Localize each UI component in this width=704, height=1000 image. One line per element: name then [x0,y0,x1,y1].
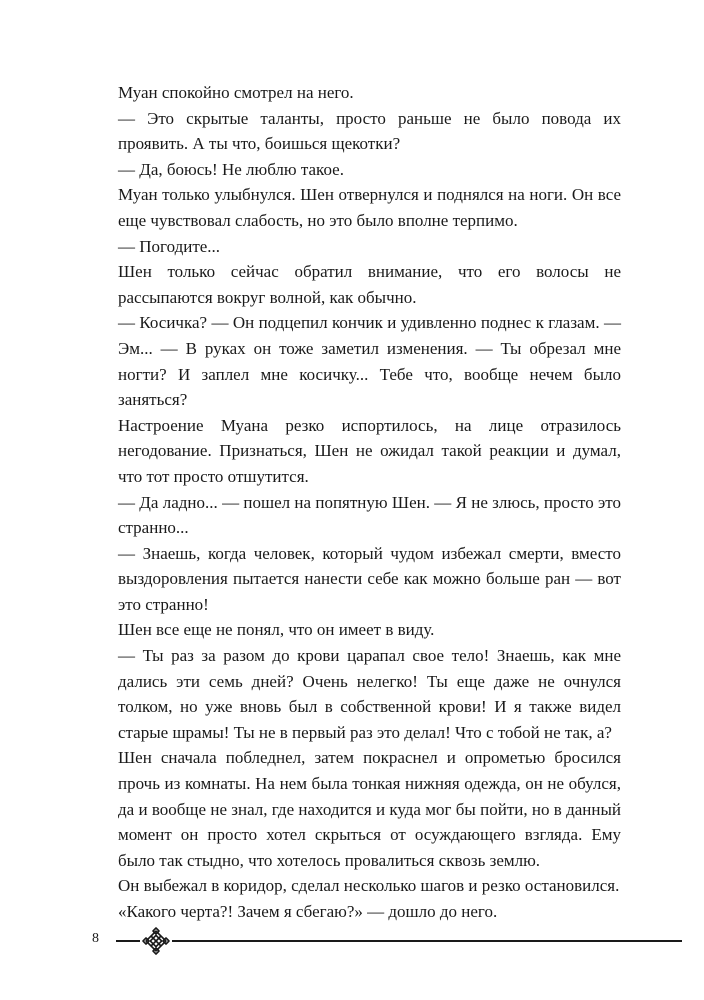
paragraph: — Погодите... [118,236,221,256]
footer-rule-right [172,940,682,942]
paragraph: — Косичка? — Он подцепил кончик и удивленно поднес к глазам. — Эм... — В руках он тоже заметил изменения. — Ты обрезал мне ногти? И заплел мне косичку... Тебе что, вообще нечем было заняться? [118,313,621,410]
paragraph: Настроение Муана резко испортилось, на лице отразилось негодование. Признаться, Шен не ожидал такой реакции и думал, что тот просто отшутится. [118,415,621,486]
body-text [118,80,621,925]
paragraph: «Какого черта?! Зачем я сбегаю?» — дошло до него. [118,902,498,921]
page-number: 8 [92,931,99,946]
paragraph: Шен сначала побледнел, затем покраснел и опрометью бросился прочь из комнаты. На нем была тонкая нижняя одежда, он не обулся, да и вообще не знал, где находится и куда мог бы пойти, но в данный момент он просто хотел скрыться от осуждающего взгляда. Ему было так стыдно, что хотелось провалиться сквозь землю. [118,748,621,870]
paragraph: Шен только сейчас обратил внимание, что его волосы не рассыпаются вокруг волной, как обычно. [118,262,621,307]
endless-knot-icon [140,925,172,957]
paragraph: Шен все еще не понял, что он имеет в виду. [118,620,435,640]
paragraph: Муан спокойно смотрел на него. [118,83,354,102]
page-footer [0,924,704,956]
paragraph: — Это скрытые таланты, просто раньше не было повода их проявить. А ты что, боишься щекотки? [118,108,621,154]
footer-rule-left [116,940,140,942]
paragraph: — Да ладно... — пошел на попятную Шен. — Я не злюсь, просто это странно... [118,492,621,538]
paragraph: — Да, боюсь! Не люблю такое. [118,159,344,179]
paragraph: Он выбежал в коридор, сделал несколько шагов и резко остановился. [118,876,620,896]
paragraph: — Знаешь, когда человек, который чудом избежал смерти, вместо выздоровления пытается нанести себе как можно больше ран — вот это странно! [118,543,621,614]
paragraph: Муан только улыбнулся. Шен отвернулся и поднялся на ноги. Он все еще чувствовал слабость, но это было вполне терпимо. [118,185,621,230]
paragraph: — Ты раз за разом до крови царапал свое тело! Знаешь, как мне дались эти семь дней? Очень нелегко! Ты еще даже не очнулся толком, но уже вновь был в собственной крови! И я также видел старые шрамы! Ты не в первый раз это делал! Что с тобой не так, а? [118,646,621,742]
